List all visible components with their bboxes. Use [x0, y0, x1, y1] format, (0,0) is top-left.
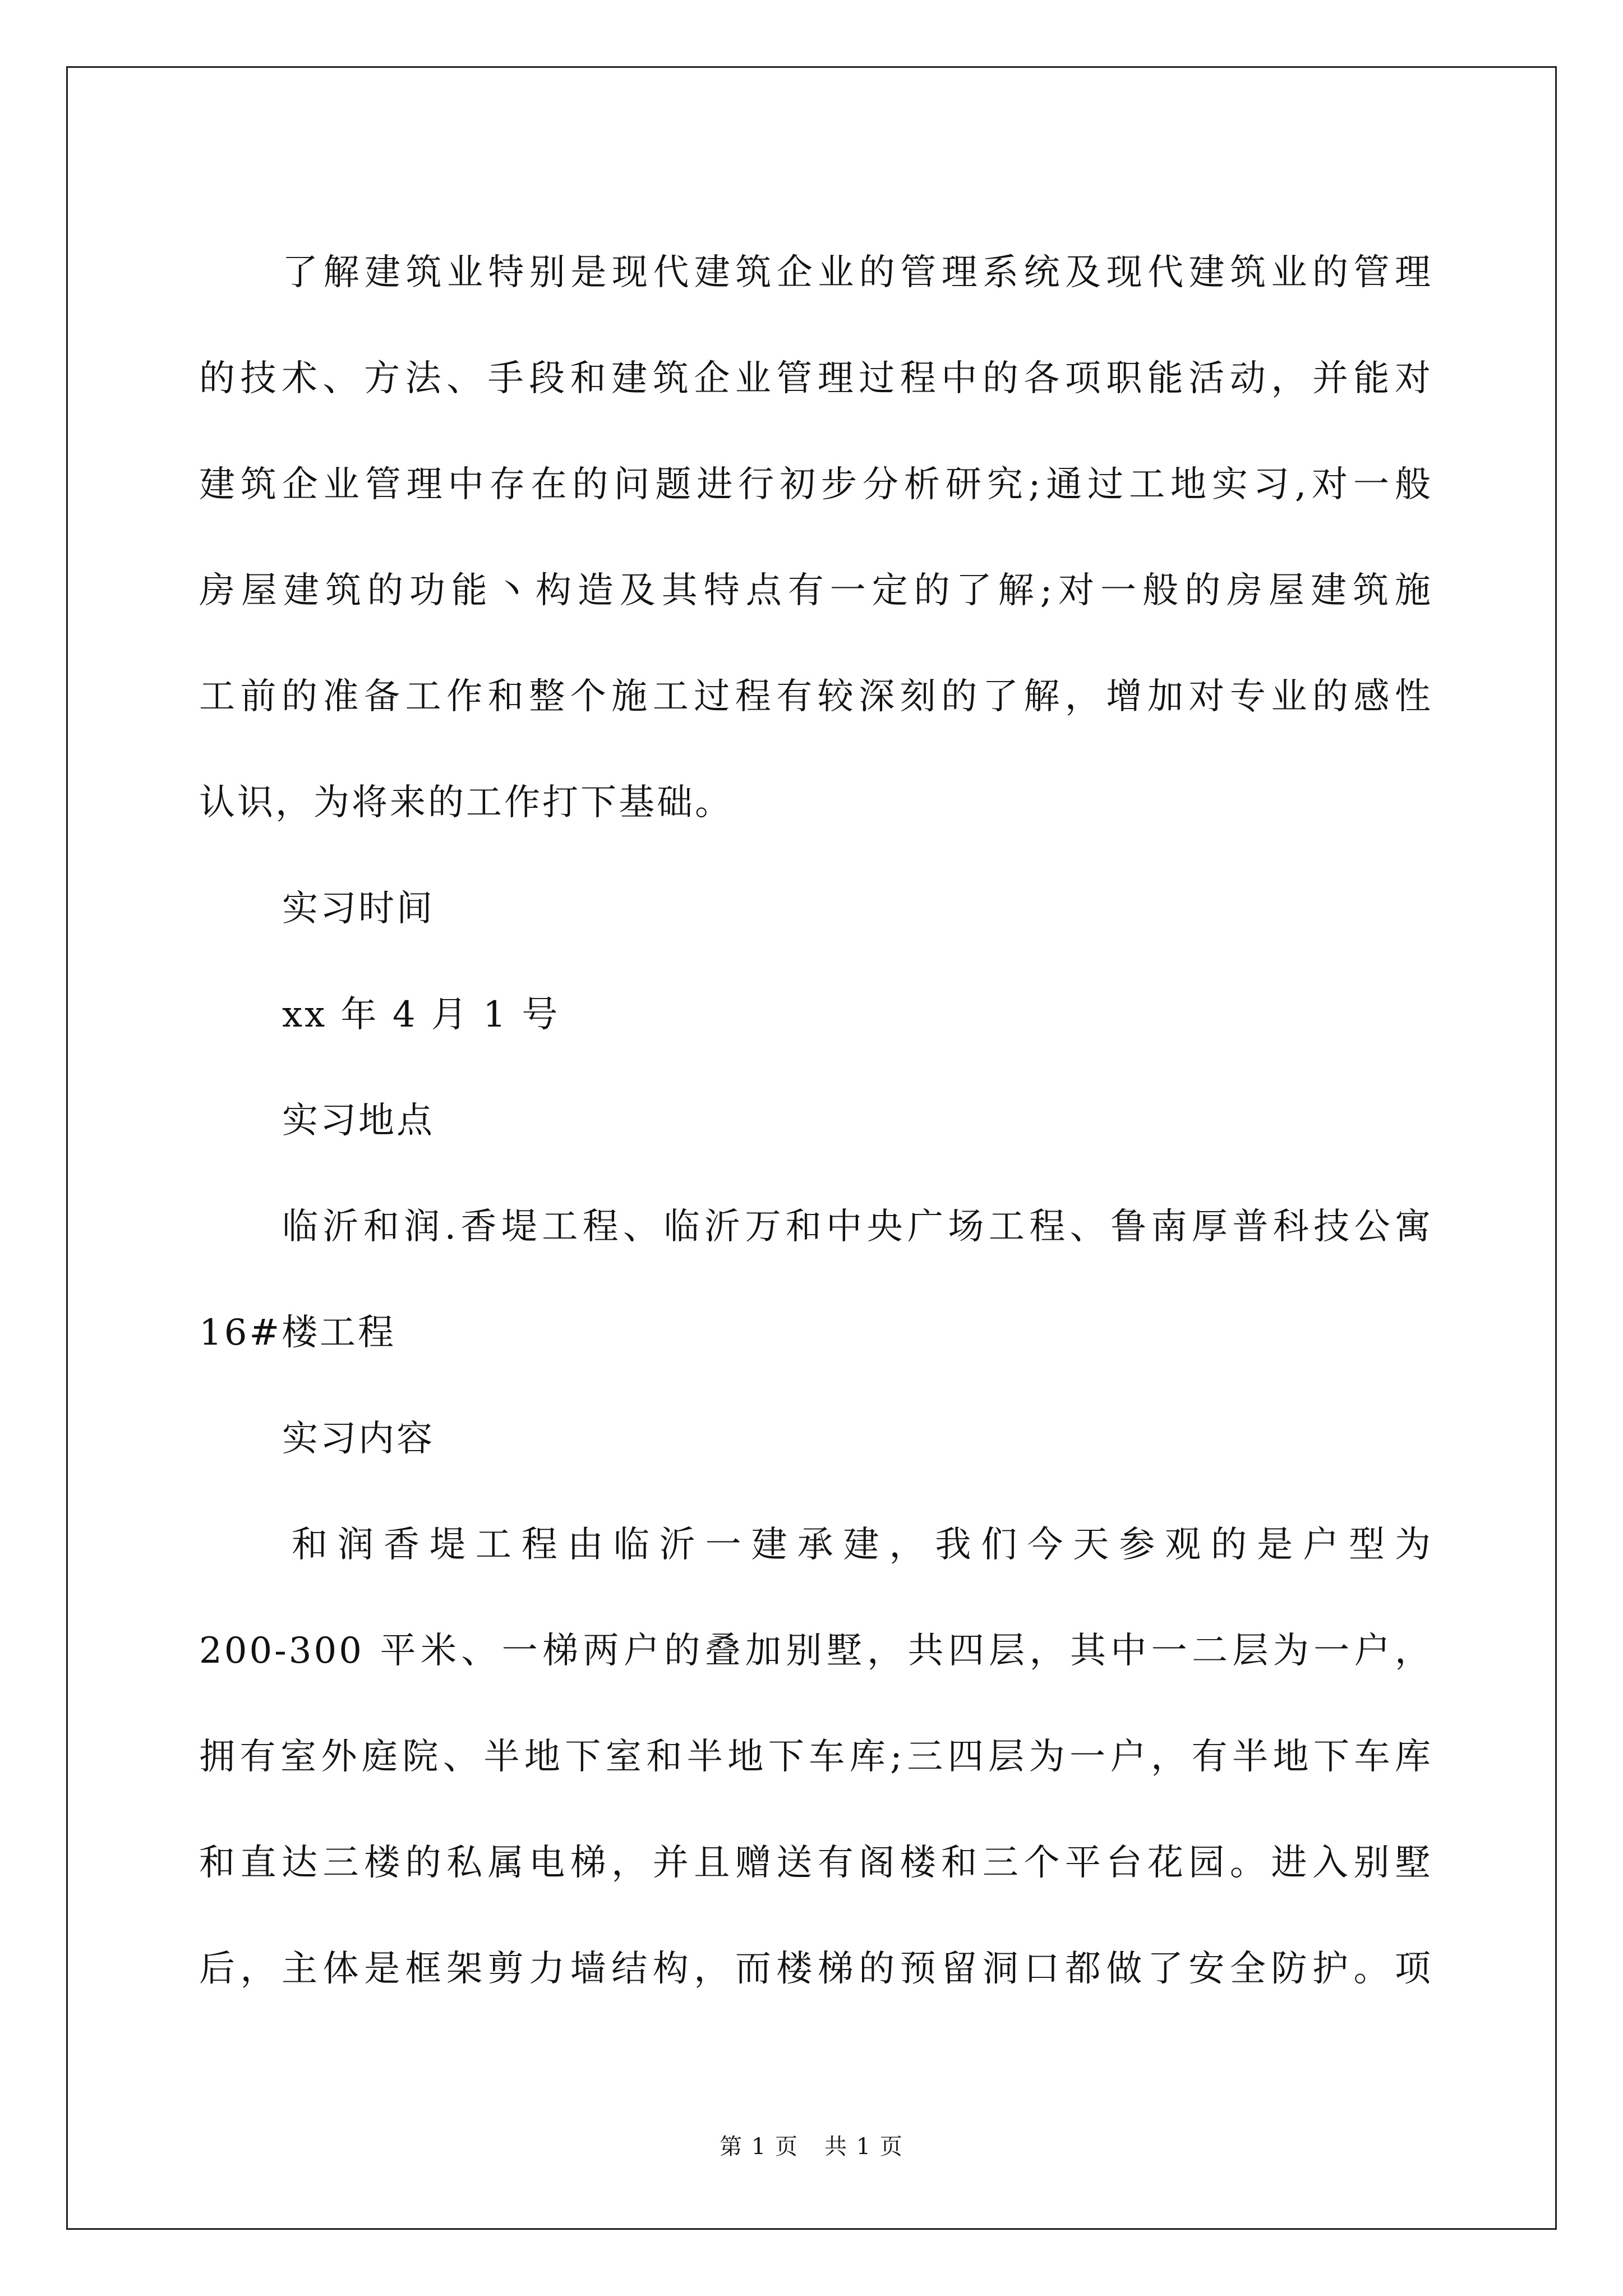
paragraph-line: 工前的准备工作和整个施工过程有较深刻的了解，增加对专业的感性 [199, 676, 1433, 717]
paragraph-line: 了解建筑业特别是现代建筑企业的管理系统及现代建筑业的管理 [282, 252, 1433, 293]
paragraph-line: 200-300 平米、一梯两户的叠加别墅，共四层，其中一二层为一户， [199, 1630, 1433, 1672]
paragraph-line: 临沂和润.香堤工程、临沂万和中央广场工程、鲁南厚普科技公寓 [282, 1206, 1433, 1248]
section-heading-location: 实习地点 [282, 1100, 435, 1142]
page-number-current: 第 1 页 [720, 2134, 799, 2160]
page-number-total: 共 1 页 [824, 2134, 903, 2160]
page-footer [0, 2129, 1623, 2161]
paragraph-line: 建筑企业管理中存在的问题进行初步分析研究;通过工地实习,对一般 [199, 464, 1433, 505]
internship-date: xx 年 4 月 1 号 [282, 994, 560, 1036]
document-body [199, 220, 1433, 2022]
paragraph-line: 和直达三楼的私属电梯，并且赠送有阁楼和三个平台花园。进入别墅 [199, 1842, 1433, 1884]
paragraph-line: 房屋建筑的功能丶构造及其特点有一定的了解;对一般的房屋建筑施 [199, 570, 1433, 611]
paragraph-line: 的技术、方法、手段和建筑企业管理过程中的各项职能活动，并能对 [199, 358, 1433, 399]
paragraph-line: 拥有室外庭院、半地下室和半地下车库;三四层为一户，有半地下车库 [199, 1736, 1433, 1778]
section-heading-content: 实习内容 [282, 1418, 435, 1460]
paragraph-line: 后，主体是框架剪力墙结构，而楼梯的预留洞口都做了安全防护。项 [199, 1948, 1433, 1990]
paragraph-line: 和润香堤工程由临沂一建承建，我们今天参观的是户型为 [292, 1524, 1433, 1566]
paragraph-line: 16#楼工程 [199, 1312, 396, 1354]
section-heading-time: 实习时间 [282, 888, 435, 930]
paragraph-line: 认识，为将来的工作打下基础。 [199, 782, 733, 823]
